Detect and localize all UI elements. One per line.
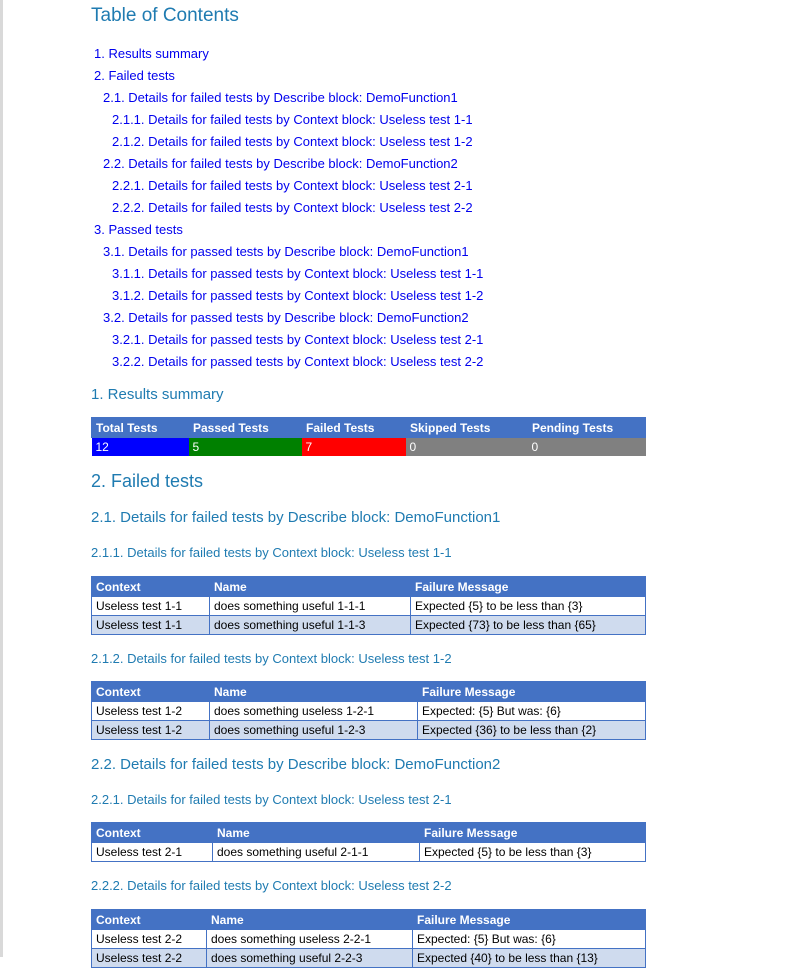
cell-context: Useless test 1-1 (92, 597, 210, 616)
toc-link[interactable]: 2. Failed tests (94, 68, 175, 83)
page-edge (0, 0, 3, 957)
table-row (92, 702, 646, 721)
table-row (92, 949, 646, 968)
col-name: Name (210, 577, 411, 597)
col-name: Name (213, 823, 420, 843)
toc-title: Table of Contents (91, 5, 239, 26)
toc-link[interactable]: 3.1.1. Details for passed tests by Context block: Useless test 1-1 (112, 266, 484, 281)
cell-message: Expected {73} to be less than {65} (411, 616, 646, 635)
cell-context: Useless test 1-2 (92, 702, 210, 721)
toc-link[interactable]: 2.2. Details for failed tests by Describe block: DemoFunction2 (103, 156, 458, 171)
cell-message: Expected {5} to be less than {3} (420, 843, 646, 862)
col-failure-message: Failure Message (413, 910, 646, 930)
cell-name: does something useful 2-1-1 (213, 843, 420, 862)
context-heading: 2.2.1. Details for failed tests by Context block: Useless test 2-1 (91, 792, 452, 807)
col-context: Context (92, 577, 210, 597)
cell-context: Useless test 2-2 (92, 949, 207, 968)
describe-heading: 2.2. Details for failed tests by Describe block: DemoFunction2 (91, 756, 501, 773)
toc-link[interactable]: 3.1. Details for passed tests by Describe block: DemoFunction1 (103, 244, 469, 259)
cell-context: Useless test 1-2 (92, 721, 210, 740)
col-context: Context (92, 823, 213, 843)
summary-table (91, 417, 646, 456)
summary-header: Total Tests (92, 418, 189, 438)
cell-context: Useless test 1-1 (92, 616, 210, 635)
toc-link[interactable]: 1. Results summary (94, 46, 209, 61)
summary-header: Passed Tests (189, 418, 302, 438)
summary-header: Failed Tests (302, 418, 406, 438)
cell-name: does something useless 2-2-1 (207, 930, 413, 949)
cell-message: Expected {40} to be less than {13} (413, 949, 646, 968)
cell-message: Expected {36} to be less than {2} (418, 721, 646, 740)
cell-context: Useless test 2-2 (92, 930, 207, 949)
failed-table-2-2 (91, 909, 646, 968)
failed-table-1-1 (91, 576, 646, 635)
toc-link[interactable]: 3.2.1. Details for passed tests by Context block: Useless test 2-1 (112, 332, 484, 347)
col-failure-message: Failure Message (418, 682, 646, 702)
col-context: Context (92, 910, 207, 930)
toc-link[interactable]: 2.2.2. Details for failed tests by Context block: Useless test 2-2 (112, 200, 473, 215)
results-summary-heading: 1. Results summary (91, 386, 224, 403)
toc-link[interactable]: 3.2. Details for passed tests by Describe block: DemoFunction2 (103, 310, 469, 325)
table-row (92, 597, 646, 616)
summary-header: Pending Tests (528, 418, 646, 438)
toc-link[interactable]: 2.1. Details for failed tests by Describe block: DemoFunction1 (103, 90, 458, 105)
table-row (92, 843, 646, 862)
toc-link[interactable]: 3.2.2. Details for passed tests by Context block: Useless test 2-2 (112, 354, 484, 369)
cell-name: does something useful 1-1-3 (210, 616, 411, 635)
table-row (92, 616, 646, 635)
cell-context: Useless test 2-1 (92, 843, 213, 862)
summary-pending: 0 (528, 438, 646, 457)
describe-heading: 2.1. Details for failed tests by Describe block: DemoFunction1 (91, 509, 501, 526)
summary-total: 12 (92, 438, 189, 457)
failed-table-2-1 (91, 822, 646, 862)
failed-tests-heading: 2. Failed tests (91, 471, 204, 491)
cell-name: does something useful 2-2-3 (207, 949, 413, 968)
toc-link[interactable]: 2.1.2. Details for failed tests by Context block: Useless test 1-2 (112, 134, 473, 149)
summary-passed: 5 (189, 438, 302, 457)
cell-message: Expected: {5} But was: {6} (413, 930, 646, 949)
toc-link[interactable]: 3.1.2. Details for passed tests by Context block: Useless test 1-2 (112, 288, 484, 303)
context-heading: 2.1.1. Details for failed tests by Context block: Useless test 1-1 (91, 545, 452, 560)
col-failure-message: Failure Message (411, 577, 646, 597)
col-failure-message: Failure Message (420, 823, 646, 843)
toc-link[interactable]: 3. Passed tests (94, 222, 183, 237)
col-context: Context (92, 682, 210, 702)
toc-link[interactable]: 2.2.1. Details for failed tests by Context block: Useless test 2-1 (112, 178, 473, 193)
context-heading: 2.2.2. Details for failed tests by Context block: Useless test 2-2 (91, 878, 452, 893)
failed-table-1-2 (91, 681, 646, 740)
cell-name: does something useful 1-2-3 (210, 721, 418, 740)
cell-name: does something useless 1-2-1 (210, 702, 418, 721)
col-name: Name (207, 910, 413, 930)
toc-link[interactable]: 2.1.1. Details for failed tests by Context block: Useless test 1-1 (112, 112, 473, 127)
context-heading: 2.1.2. Details for failed tests by Context block: Useless test 1-2 (91, 651, 452, 666)
cell-name: does something useful 1-1-1 (210, 597, 411, 616)
summary-skipped: 0 (406, 438, 528, 457)
cell-message: Expected {5} to be less than {3} (411, 597, 646, 616)
table-row (92, 930, 646, 949)
cell-message: Expected: {5} But was: {6} (418, 702, 646, 721)
summary-failed: 7 (302, 438, 406, 457)
col-name: Name (210, 682, 418, 702)
summary-header: Skipped Tests (406, 418, 528, 438)
table-row (92, 721, 646, 740)
